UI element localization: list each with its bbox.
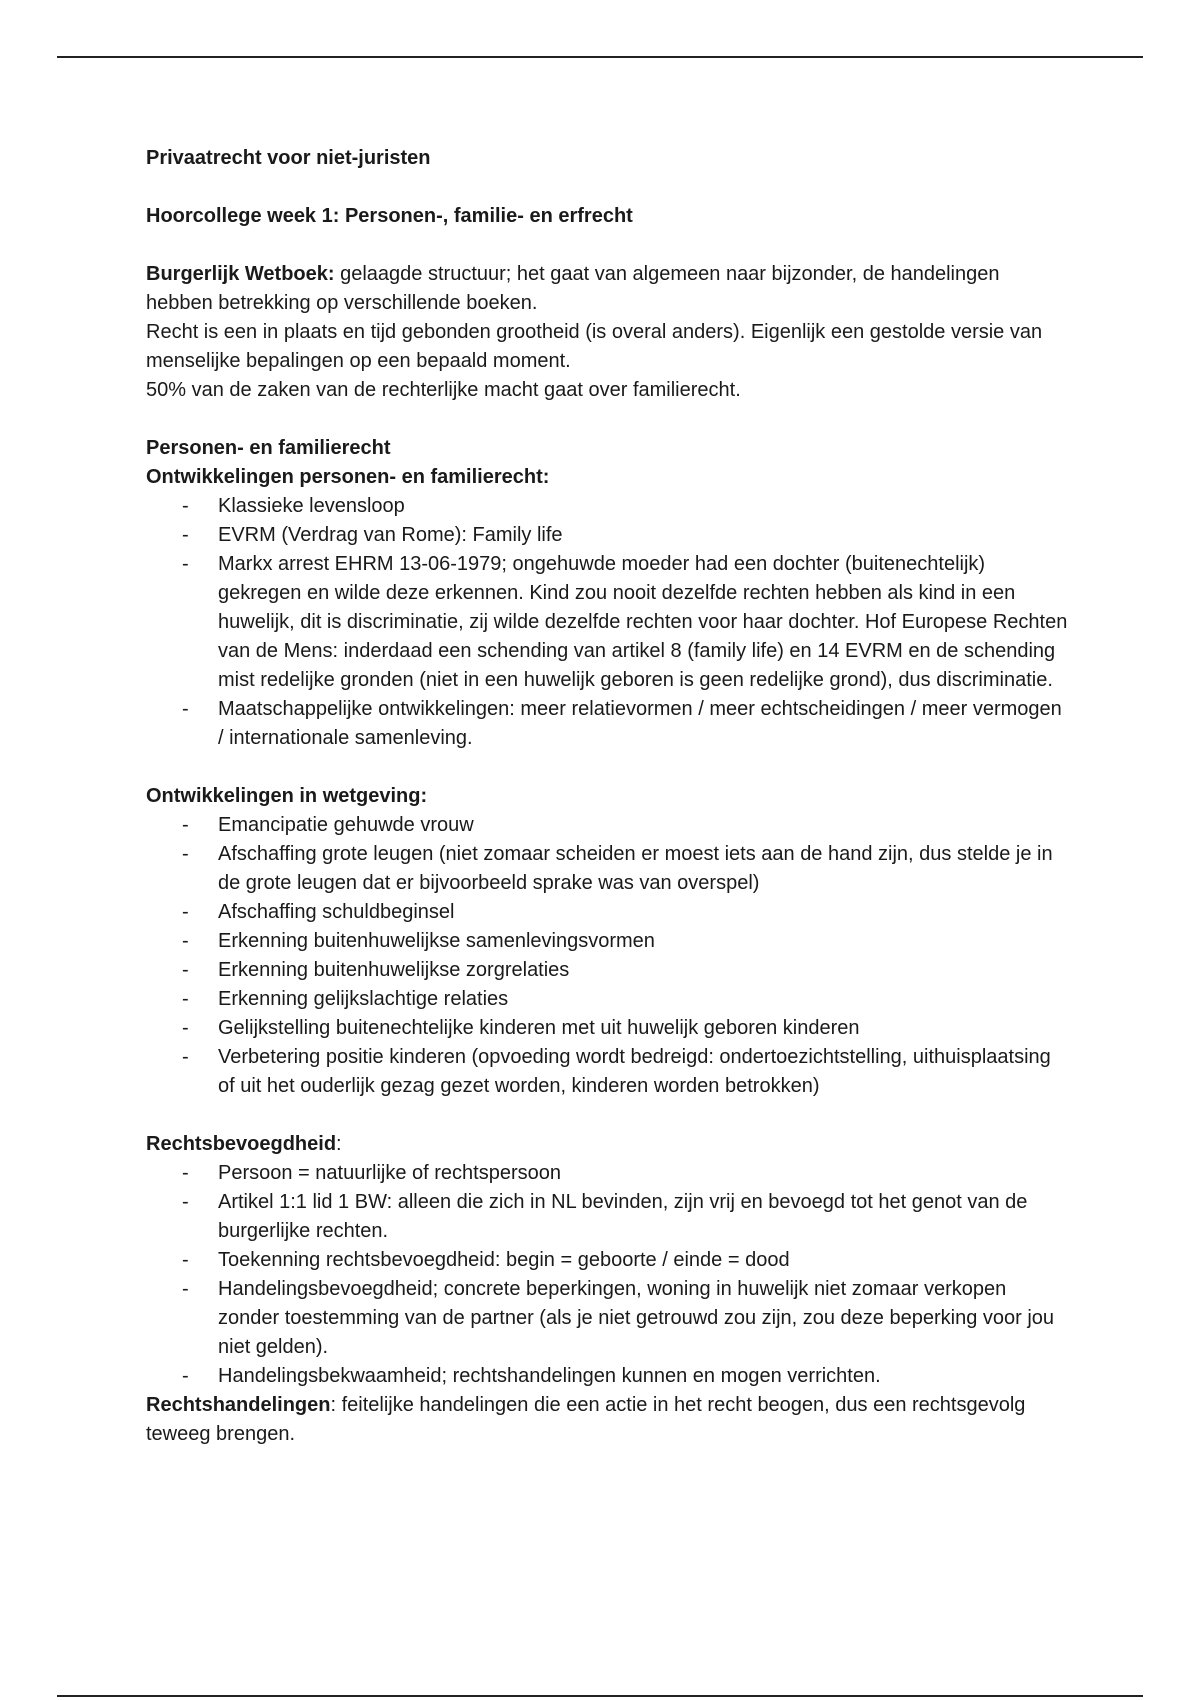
list-item: - Afschaffing schuldbeginsel bbox=[218, 898, 1071, 927]
intro-line-3: 50% van de zaken van de rechterlijke macht gaat over familierecht. bbox=[146, 379, 741, 401]
section1-list bbox=[146, 492, 1071, 753]
section2-heading: Ontwikkelingen in wetgeving: bbox=[146, 785, 428, 807]
list-item: - Verbetering positie kinderen (opvoeding wordt bedreigd: ondertoezichtstelling, uithuisplaatsing of uit het ouderlijk gezag gezet worden, kinderen worden betrokken) bbox=[218, 1043, 1071, 1101]
list-item: - Markx arrest EHRM 13-06-1979; ongehuwde moeder had een dochter (buitenechtelijk) gekregen en wilde deze erkennen. Kind zou nooit dezelfde rechten hebben als kind in een huwelijk, dit is discriminatie, zij wilde dezelfde rechten voor haar dochter. Hof Europese Rechten van de Mens: inderdaad een schending van artikel 8 (family life) en 14 EVRM en de schending mist redelijke gronden (niet in een huwelijk geboren is geen redelijke grond), dus discriminatie. bbox=[218, 550, 1071, 695]
list-item: - Toekenning rechtsbevoegdheid: begin = geboorte / einde = dood bbox=[218, 1246, 1071, 1275]
list-item: - Artikel 1:1 lid 1 BW: alleen die zich in NL bevinden, zijn vrij en bevoegd tot het genot van de burgerlijke rechten. bbox=[218, 1188, 1071, 1246]
section3-heading: Rechtsbevoegdheid bbox=[146, 1133, 337, 1155]
section3-heading-line bbox=[146, 1130, 1071, 1159]
document-title: Privaatrecht voor niet-juristen bbox=[146, 147, 431, 169]
section3-heading-suffix: : bbox=[336, 1133, 342, 1155]
section2-list bbox=[146, 811, 1071, 1101]
section1-heading: Personen- en familierecht bbox=[146, 437, 391, 459]
intro-paragraph bbox=[146, 260, 1071, 318]
intro-line-2: Recht is een in plaats en tijd gebonden grootheid (is overal anders). Eigenlijk een gestolde versie van menselijke bepalingen op een bepaald moment. bbox=[146, 321, 1043, 372]
list-item: - EVRM (Verdrag van Rome): Family life bbox=[218, 521, 1071, 550]
list-item: - Handelingsbekwaamheid; rechtshandelingen kunnen en mogen verrichten. bbox=[218, 1362, 1071, 1391]
list-item: - Erkenning gelijkslachtige relaties bbox=[218, 985, 1071, 1014]
list-item: - Emancipatie gehuwde vrouw bbox=[218, 811, 1071, 840]
closing-term: Rechtshandelingen bbox=[146, 1394, 331, 1416]
list-item: - Maatschappelijke ontwikkelingen: meer relatievormen / meer echtscheidingen / meer vermogen / internationale samenleving. bbox=[218, 695, 1071, 753]
list-item: - Gelijkstelling buitenechtelijke kinderen met uit huwelijk geboren kinderen bbox=[218, 1014, 1071, 1043]
section3-list bbox=[146, 1159, 1071, 1391]
closing-text: : feitelijke handelingen die een actie in het recht beogen, dus een rechtsgevolg teweeg brengen. bbox=[146, 1394, 1026, 1445]
list-item: - Handelingsbevoegdheid; concrete beperkingen, woning in huwelijk niet zomaar verkopen zonder toestemming van de partner (als je niet getrouwd zou zijn, zou deze beperking voor jou niet gelden). bbox=[218, 1275, 1071, 1362]
section1-subheading: Ontwikkelingen personen- en familierecht: bbox=[146, 466, 550, 488]
footer-rule bbox=[57, 1695, 1143, 1697]
list-item: - Persoon = natuurlijke of rechtspersoon bbox=[218, 1159, 1071, 1188]
document-body bbox=[146, 144, 1071, 1449]
list-item: - Klassieke levensloop bbox=[218, 492, 1071, 521]
intro-term: Burgerlijk Wetboek: bbox=[146, 263, 335, 285]
document-subtitle: Hoorcollege week 1: Personen-, familie- en erfrecht bbox=[146, 205, 633, 227]
header-rule bbox=[57, 56, 1143, 58]
list-item: - Erkenning buitenhuwelijkse samenlevingsvormen bbox=[218, 927, 1071, 956]
intro-definition: gelaagde structuur; het gaat van algemeen naar bijzonder, de handelingen hebben betrekking op verschillende boeken. bbox=[146, 263, 1000, 314]
list-item: - Afschaffing grote leugen (niet zomaar scheiden er moest iets aan de hand zijn, dus stelde je in de grote leugen dat er bijvoorbeeld sprake was van overspel) bbox=[218, 840, 1071, 898]
closing-paragraph bbox=[146, 1391, 1071, 1449]
list-item: - Erkenning buitenhuwelijkse zorgrelaties bbox=[218, 956, 1071, 985]
